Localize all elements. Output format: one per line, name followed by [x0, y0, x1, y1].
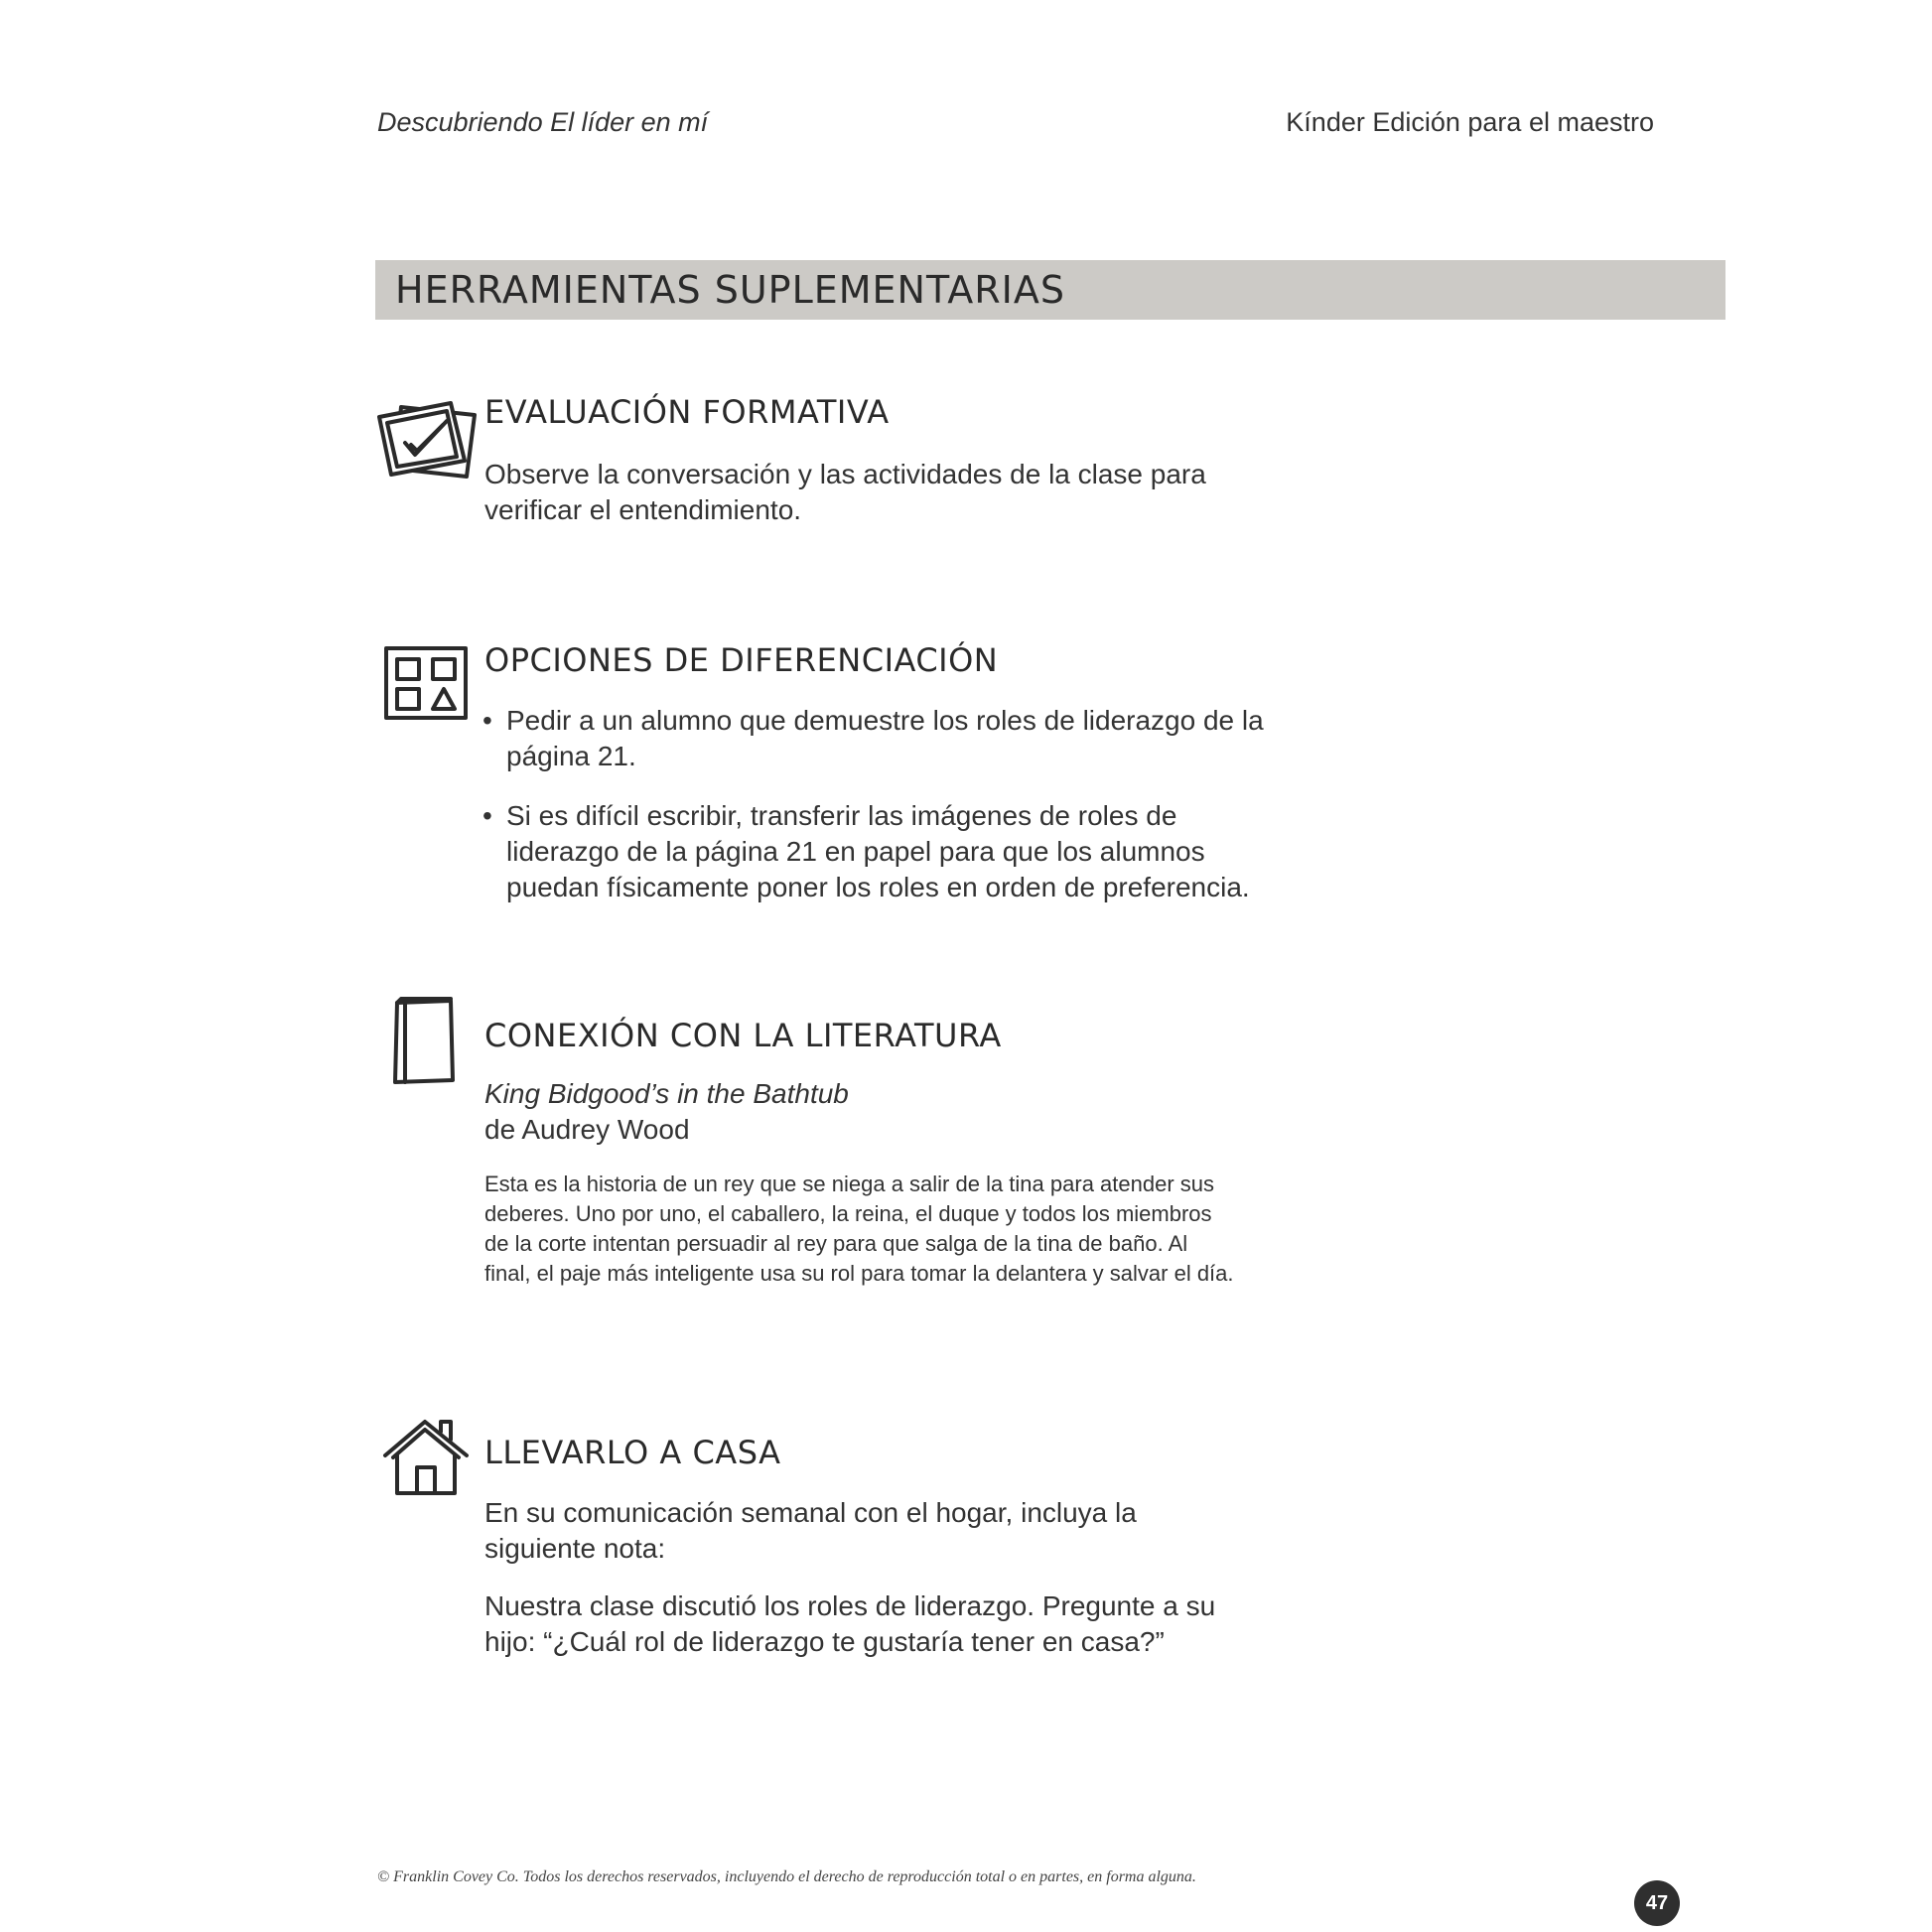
shapes-grid-icon	[383, 645, 469, 721]
opciones-bullet-list	[483, 703, 1277, 929]
casa-note: Nuestra clase discutió los roles de liderazgo. Pregunte a su hijo: “¿Cuál rol de liderazgo te gustaría tener en casa?”	[484, 1590, 1216, 1657]
section-title-opciones: OPCIONES DE DIFERENCIACIÓN	[484, 641, 999, 679]
evaluacion-text: Observe la conversación y las actividades de la clase para verificar el entendimiento.	[484, 459, 1206, 525]
section-title-casa: LLEVARLO A CASA	[484, 1434, 781, 1471]
page-number: 47	[1634, 1880, 1680, 1926]
section-title-evaluacion: EVALUACIÓN FORMATIVA	[484, 393, 890, 431]
book-author: de Audrey Wood	[484, 1114, 690, 1145]
book-icon	[387, 997, 459, 1086]
section-banner: HERRAMIENTAS SUPLEMENTARIAS	[375, 260, 1725, 320]
casa-instruction: En su comunicación semanal con el hogar, incluya la siguiente nota:	[484, 1497, 1137, 1564]
book-summary: Esta es la historia de un rey que se niega a salir de la tina para atender sus deberes. Uno por uno, el caballero, la reina, el duque y todos los miembros de la corte intentan persuadir al rey para que salga de la tina de baño. Al final, el paje más inteligente usa su rol para tomar la delantera y salvar el día.	[484, 1172, 1234, 1286]
section-title-literatura: CONEXIÓN CON LA LITERATURA	[484, 1017, 1002, 1054]
running-header-left: Descubriendo El líder en mí	[377, 107, 709, 137]
list-item: • Pedir a un alumno que demuestre los roles de liderazgo de la página 21.	[483, 703, 1277, 774]
list-item: • Si es difícil escribir, transferir las imágenes de roles de liderazgo de la página 21 en papel para que los alumnos puedan físicamente poner los roles en orden de preferencia.	[483, 798, 1277, 905]
copyright-footer: © Franklin Covey Co. Todos los derechos reservados, incluyendo el derecho de reproducción total o en partes, en forma alguna.	[377, 1868, 1196, 1885]
running-header-right: Kínder Edición para el maestro	[1286, 107, 1654, 137]
book-title: King Bidgood’s in the Bathtub	[484, 1078, 849, 1109]
checkmark-cards-icon	[375, 397, 479, 484]
house-icon	[381, 1416, 471, 1497]
